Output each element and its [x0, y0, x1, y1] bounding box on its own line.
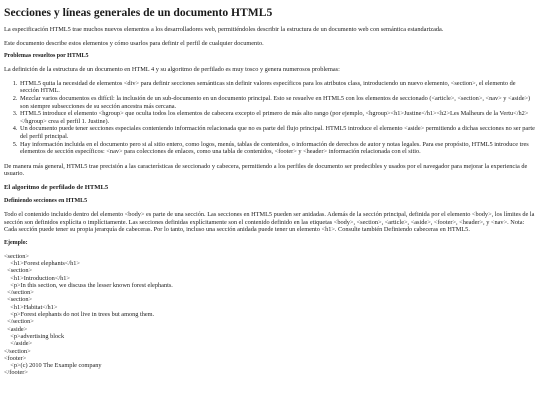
- section-heading-problems: Problemas resueltos por HTML5: [4, 53, 89, 60]
- list-item: 4. Un documento puede tener secciones especiales conteniendo información relacionada que no es parte del flujo principal. HTML5 introduce el elemento <aside> permitiendo a dichas secciones no ser parte del perfil principal.: [19, 125, 536, 140]
- summary-paragraph: De manera más general, HTML5 trae precisión a las características de seccionado y cabecera, permitiendo a los perfiles de documento ser predecibles y usados por el navegador para mejorar la experiencia de usuario.: [4, 162, 528, 178]
- example-heading: Ejemplo:: [4, 239, 28, 246]
- algorithm-paragraph: Todo el contenido incluido dentro del elemento <body> es parte de una sección. Las secciones en HTML5 pueden ser anidadas. Además de la sección principal, definida por el elemento <body>, los límites de la sección son definidos explícita o implícitamente. Las secciones definidas explícitamente son el contenido definido en las etiquetas <body>, <section>, <article>, <aside>, <footer>, <header>, y <nav>. Nota: Cada sección puede tener su propia jerarquía de cabeceras. Por lo tanto, incluso una sección anidada puede tener un elemento <h1>. Consulte también Definiendo cabeceras en HTML5.: [4, 210, 535, 234]
- list-item: 3. HTML5 introduce el elemento <hgroup> que oculta todos los elementos de cabecera excepto el primero de más alto rango (por ejemplo, <hgroup><h1>Justine</h1><h2>Les Malheurs de la Vertu</h2></hgroup> crea el perfil 1. Justine).: [19, 110, 536, 125]
- list-item: 5. Hay información incluida en el documento pero si al sitio entero, como logos, menús, tablas de contenidos, o información de derechos de autor y notas legales. Para ese propósito, HTML5 introduce tres elementos de sección específicos: <nav> para colecciones de enlaces, como una tabla de contenidos, <footer> y <header> información relacionada con el sitio.: [19, 141, 536, 156]
- section-heading-algorithm: El algoritmo de perfilado de HTML5: [4, 183, 109, 191]
- page-title: Secciones y líneas generales de un documento HTML5: [4, 6, 273, 19]
- code-example: <section> <h1>Forest elephants</h1> <section> <h1>Introduction</h1> <p>In this section, we discuss the lesser known forest elephants. </section> <section> <h1>Habitat</h1> <p>Forest elephants do not live in trees but among them. </section> <aside> <p>advertising block </aside> </section> <footer> <p>(c) 2010 The Example company </footer>: [4, 252, 173, 377]
- intro-paragraph: La especificación HTML5 trae muchos nuevos elementos a los desarrolladores web, permitiéndoles describir la estructura de un documento web con semántica estandarizada.: [4, 26, 444, 33]
- list-item: 1. HTML5 quita la necesidad de elementos <div> para definir secciones semánticas sin definir valores específicos para los atributos class, introduciendo un nuevo elemento, <section>, el elemento de sección HTML.: [19, 80, 536, 95]
- problems-list: [4, 80, 536, 156]
- intro-paragraph: Este documento describe estos elementos y cómo usarlos para definir el perfil de cualquier documento.: [4, 39, 264, 47]
- subsection-heading: Definiendo secciones en HTML5: [4, 197, 88, 204]
- list-item: 2. Mezclar varios documentos es difícil: la inclusión de un sub-documento en un documento principal. Esto se resuelve en HTML5 con los elementos de seccionado (<article>, <section>, <nav> y <aside>) son siempre subsecciones de su sección ancestra más cercana.: [19, 95, 536, 110]
- problems-paragraph: La definición de la estructura de un documento en HTML 4 y su algoritmo de perfilado es muy tosco y genera numerosos problemas:: [4, 66, 340, 74]
